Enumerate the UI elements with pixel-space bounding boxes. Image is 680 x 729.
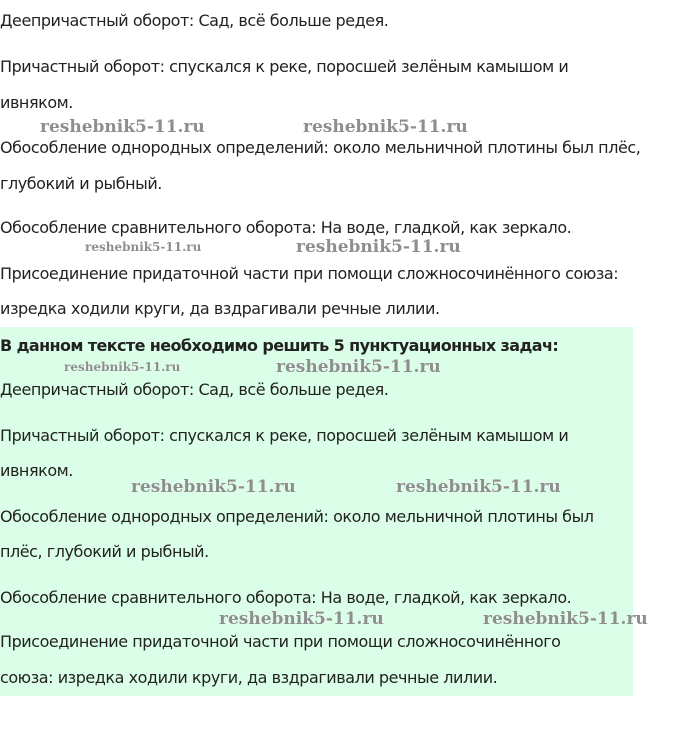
answer-text-line: Причастный оборот: спускался к реке, поросшей зелёным камышом и: [0, 426, 569, 445]
top-text-line: Деепричастный оборот: Сад, всё больше редея.: [0, 11, 389, 30]
top-text-line: ивняком.: [0, 93, 73, 112]
answer-text-line: Деепричастный оборот: Сад, всё больше редея.: [0, 380, 389, 399]
watermark: reshebnik5-11.ru: [296, 237, 461, 257]
answer-text-line: Обособление сравнительного оборота: На воде, гладкой, как зеркало.: [0, 588, 572, 607]
top-text-line: Присоединение придаточной части при помощи сложносочинённого союза:: [0, 264, 619, 283]
watermark: reshebnik5-11.ru: [131, 477, 296, 497]
top-text-line: Причастный оборот: спускался к реке, поросшей зелёным камышом и: [0, 57, 569, 76]
watermark: reshebnik5-11.ru: [483, 609, 648, 629]
top-text-line: глубокий и рыбный.: [0, 174, 162, 193]
answer-text-line: плёс, глубокий и рыбный.: [0, 542, 209, 561]
watermark: reshebnik5-11.ru: [303, 117, 468, 137]
answer-text-line: Присоединение придаточной части при помощи сложносочинённого: [0, 632, 561, 651]
watermark: reshebnik5-11.ru: [276, 357, 441, 377]
watermark: reshebnik5-11.ru: [85, 240, 202, 254]
top-text-line: изредка ходили круги, да вздрагивали речные лилии.: [0, 299, 440, 318]
answer-text-line: союза: изредка ходили круги, да вздрагивали речные лилии.: [0, 668, 498, 687]
answer-text-line: Обособление однородных определений: около мельничной плотины был: [0, 507, 594, 526]
watermark: reshebnik5-11.ru: [40, 117, 205, 137]
watermark: reshebnik5-11.ru: [396, 477, 561, 497]
watermark: reshebnik5-11.ru: [64, 360, 181, 374]
top-text-line: Обособление однородных определений: около мельничной плотины был плёс,: [0, 138, 641, 157]
top-text-line: Обособление сравнительного оборота: На воде, гладкой, как зеркало.: [0, 218, 572, 237]
answer-heading: В данном тексте необходимо решить 5 пунктуационных задач:: [0, 336, 559, 355]
answer-text-line: ивняком.: [0, 461, 73, 480]
watermark: reshebnik5-11.ru: [219, 609, 384, 629]
